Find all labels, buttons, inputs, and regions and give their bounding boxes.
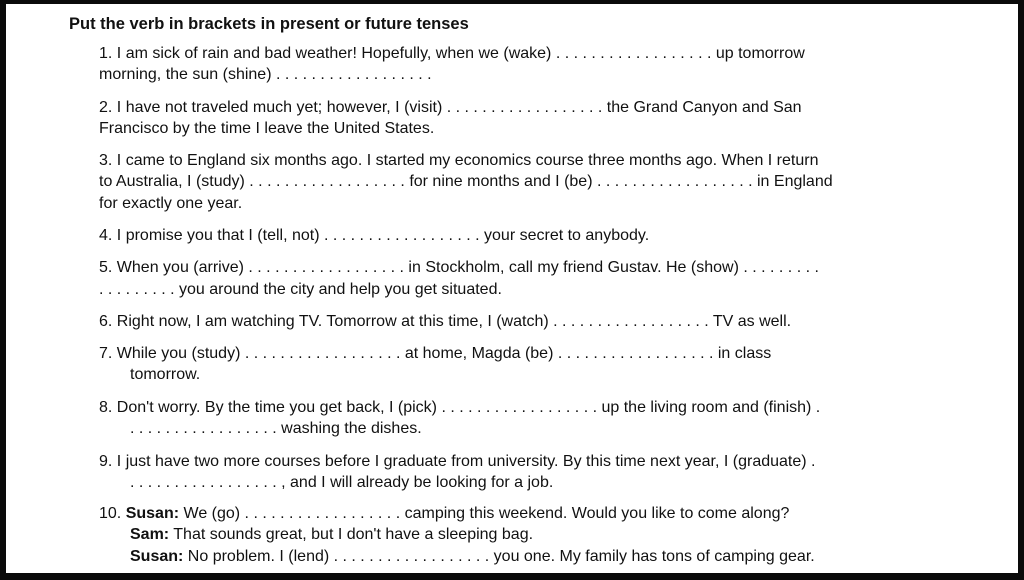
- exercise-1-line-2: morning, the sun (shine) . . . . . . . . . . . . . . . . . .: [99, 66, 432, 83]
- dialogue-text: That sounds great, but I don't have a sleeping bag.: [173, 526, 534, 543]
- exercise-2-line-2: Francisco by the time I leave the United States.: [99, 120, 435, 137]
- exercise-number: 1.: [99, 45, 113, 62]
- worksheet-page: [6, 4, 1018, 573]
- exercise-10-line-1: [99, 504, 789, 524]
- speaker-label: Susan:: [130, 548, 184, 565]
- exercise-8-line-1: [99, 398, 820, 418]
- exercise-5-line-1: [99, 258, 819, 278]
- exercise-number: 7.: [99, 345, 113, 362]
- dialogue-text: No problem. I (lend) . . . . . . . . . . . . . . . . . . you one. My family has tons of camping gear.: [187, 548, 815, 565]
- dialogue-text: We (go) . . . . . . . . . . . . . . . . . . camping this weekend. Would you like to come along?: [183, 505, 790, 522]
- exercise-7-line-1: [99, 344, 771, 364]
- worksheet-title: Put the verb in brackets in present or future tenses: [69, 15, 469, 33]
- exercise-9-line-2: . . . . . . . . . . . . . . . . . , and I will already be looking for a job.: [130, 474, 554, 491]
- exercise-text: Don't worry. By the time you get back, I (pick) . . . . . . . . . . . . . . . . . . up the living room and (finish) .: [116, 399, 821, 416]
- exercise-number: 6.: [99, 313, 113, 330]
- exercise-3-line-1: [99, 151, 818, 171]
- exercise-text: I just have two more courses before I graduate from university. By this time next year, I (graduate) .: [116, 453, 816, 470]
- exercise-text: I have not traveled much yet; however, I (visit) . . . . . . . . . . . . . . . . . . the Grand Canyon and San: [116, 99, 802, 116]
- exercise-6-line-1: [99, 312, 791, 332]
- exercise-4-line-1: [99, 226, 649, 246]
- speaker-label: Susan:: [125, 505, 180, 522]
- exercise-9-line-1: [99, 452, 815, 472]
- exercise-10-line-3: [130, 547, 815, 567]
- exercise-number: 3.: [99, 152, 113, 169]
- exercise-text: When you (arrive) . . . . . . . . . . . . . . . . . . in Stockholm, call my friend Gustav. He (show) . . . . . . . . .: [116, 259, 819, 276]
- exercise-number: 5.: [99, 259, 113, 276]
- exercise-3-line-2: to Australia, I (study) . . . . . . . . . . . . . . . . . . for nine months and I (be) . . . . . . . . . . . . . . . . . . in England: [99, 173, 833, 190]
- exercise-text: While you (study) . . . . . . . . . . . . . . . . . . at home, Magda (be) . . . . . . . . . . . . . . . . . . in class: [116, 345, 772, 362]
- speaker-label: Sam:: [130, 526, 170, 543]
- exercise-3-line-3: for exactly one year.: [99, 195, 243, 212]
- exercise-5-line-2: . . . . . . . . . you around the city and help you get situated.: [99, 281, 502, 298]
- exercise-number: 2.: [99, 99, 113, 116]
- exercise-10-line-2: [130, 525, 533, 545]
- exercise-text: I am sick of rain and bad weather! Hopefully, when we (wake) . . . . . . . . . . . . . . . . . . up tomorrow: [116, 45, 805, 62]
- exercise-number: 8.: [99, 399, 113, 416]
- exercise-text: I promise you that I (tell, not) . . . . . . . . . . . . . . . . . . your secret to anybody.: [116, 227, 650, 244]
- exercise-number: 9.: [99, 453, 113, 470]
- exercise-number: 4.: [99, 227, 113, 244]
- exercise-text: I came to England six months ago. I started my economics course three months ago. When I return: [116, 152, 819, 169]
- exercise-number: 10.: [99, 505, 122, 522]
- exercise-8-line-2: . . . . . . . . . . . . . . . . . washing the dishes.: [130, 420, 422, 437]
- exercise-text: Right now, I am watching TV. Tomorrow at this time, I (watch) . . . . . . . . . . . . . . . . . . TV as well.: [116, 313, 792, 330]
- exercise-1-line-1: [99, 44, 805, 64]
- exercise-7-line-2: tomorrow.: [130, 366, 201, 383]
- exercise-2-line-1: [99, 98, 802, 118]
